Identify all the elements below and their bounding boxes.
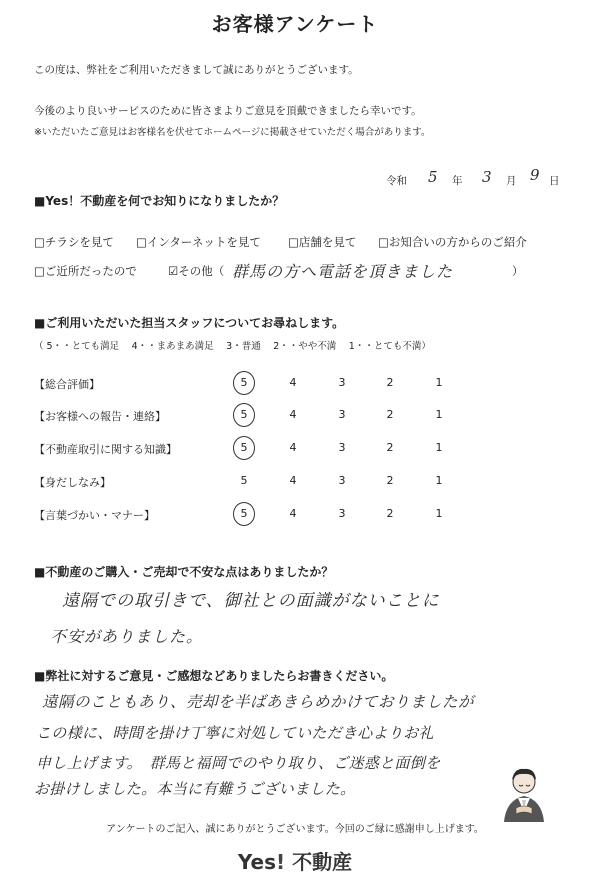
date-day-unit: 日 <box>549 175 560 187</box>
rating-option-3[interactable]: 3 <box>338 441 346 454</box>
logo-yes: Yes <box>237 850 277 874</box>
company-logo <box>0 846 590 875</box>
rating-option-1[interactable]: 1 <box>435 376 443 389</box>
rating-row-label: 【言葉づかい・マナー】 <box>34 509 155 522</box>
rating-option-3[interactable]: 3 <box>338 474 346 487</box>
rating-scale-legend: （ 5・・とても満足 4・・まあまあ満足 3・普通 2・・やや不満 1・・とても不満） <box>34 341 431 352</box>
q2-heading: ■ご利用いただいた担当スタッフについてお尋ねします。 <box>34 316 345 330</box>
rating-selected-circle <box>233 403 255 427</box>
staff-bow-illustration <box>498 764 550 822</box>
date-year-unit: 年 <box>452 175 463 187</box>
rating-row-label: 【不動産取引に関する知識】 <box>34 443 177 456</box>
option-flyer[interactable]: □チラシを見て <box>34 235 114 249</box>
rating-selected-circle <box>233 436 255 460</box>
q4-answer-line-1: 遠隔のこともあり、売却を半ばあきらめかけておりましたが <box>42 693 475 711</box>
rating-selected-circle <box>233 371 255 395</box>
rating-option-2[interactable]: 2 <box>386 507 394 520</box>
q4-heading: ■弊社に対するご意見・ご感想などありましたらお書きください。 <box>34 669 394 683</box>
rating-option-5[interactable]: 5 <box>240 376 248 389</box>
rating-option-4[interactable]: 4 <box>289 376 297 389</box>
rating-option-2[interactable]: 2 <box>386 441 394 454</box>
date-era: 令和 <box>386 175 407 187</box>
rating-option-1[interactable]: 1 <box>435 507 443 520</box>
option-other-close: ） <box>512 264 524 278</box>
rating-option-4[interactable]: 4 <box>289 408 297 421</box>
date-day: 9 <box>530 166 540 184</box>
q4-answer-line-2: この様に、時間を掛け丁寧に対処していただき心よりお礼 <box>36 724 434 742</box>
date-month: 3 <box>482 168 492 186</box>
rating-option-5[interactable]: 5 <box>240 474 248 487</box>
q4-answer-line-3: 申し上げます。 群馬と福岡でのやり取り、ご迷惑と面倒を <box>36 754 441 772</box>
rating-option-3[interactable]: 3 <box>338 507 346 520</box>
rating-option-1[interactable]: 1 <box>435 408 443 421</box>
date-year: 5 <box>428 168 438 186</box>
date-month-unit: 月 <box>506 175 517 187</box>
option-acquaintance[interactable]: □お知合いの方からのご紹介 <box>378 235 527 249</box>
rating-option-3[interactable]: 3 <box>338 376 346 389</box>
rating-option-4[interactable]: 4 <box>289 507 297 520</box>
rating-row-label: 【お客様への報告・連絡】 <box>34 410 166 423</box>
page-title: お客様アンケート <box>211 12 379 36</box>
option-store[interactable]: □店舗を見て <box>288 235 357 249</box>
rating-option-4[interactable]: 4 <box>289 474 297 487</box>
option-other[interactable]: ☑その他（ <box>168 264 225 278</box>
intro-line-2: 今後のより良いサービスのために皆さまよりご意見を頂戴できましたら幸いです。 <box>34 105 422 117</box>
option-neighborhood[interactable]: □ご近所だったので <box>34 264 137 278</box>
q3-answer-line-1: 遠隔での取引きで、御社との面識がないことに <box>62 591 440 611</box>
rating-option-5[interactable]: 5 <box>240 408 248 421</box>
rating-row-label: 【総合評価】 <box>34 378 100 391</box>
option-internet[interactable]: □インターネットを見て <box>136 235 261 249</box>
q4-answer-line-4: お掛けしました。本当に有難うございました。 <box>34 780 356 798</box>
intro-note: ※いただいたご意見はお客様名を伏せてホームページに掲載させていただく場合があります。 <box>34 127 431 138</box>
rating-option-1[interactable]: 1 <box>435 441 443 454</box>
rating-option-1[interactable]: 1 <box>435 474 443 487</box>
rating-option-2[interactable]: 2 <box>386 474 394 487</box>
rating-option-3[interactable]: 3 <box>338 408 346 421</box>
logo-bang: ! <box>276 850 286 874</box>
q1-heading: ■Yes！不動産を何でお知りになりましたか？ <box>34 194 285 208</box>
intro-line-1: この度は、弊社をご利用いただきまして誠にありがとうございます。 <box>34 64 359 76</box>
option-other-text: 群馬の方へ電話を頂きました <box>232 262 454 281</box>
rating-row-label: 【身だしなみ】 <box>34 476 111 489</box>
rating-selected-circle <box>233 502 255 526</box>
q3-heading: ■不動産のご購入・ご売却で不安な点はありましたか？ <box>34 565 334 579</box>
rating-option-5[interactable]: 5 <box>240 507 248 520</box>
footer-thanks: アンケートのご記入、誠にありがとうございます。今回のご縁に感謝申し上げます。 <box>106 824 484 835</box>
rating-option-5[interactable]: 5 <box>240 441 248 454</box>
rating-option-2[interactable]: 2 <box>386 408 394 421</box>
rating-option-2[interactable]: 2 <box>386 376 394 389</box>
rating-option-4[interactable]: 4 <box>289 441 297 454</box>
logo-fudosan: 不動産 <box>285 850 353 874</box>
q3-answer-line-2: 不安がありました。 <box>50 627 204 646</box>
